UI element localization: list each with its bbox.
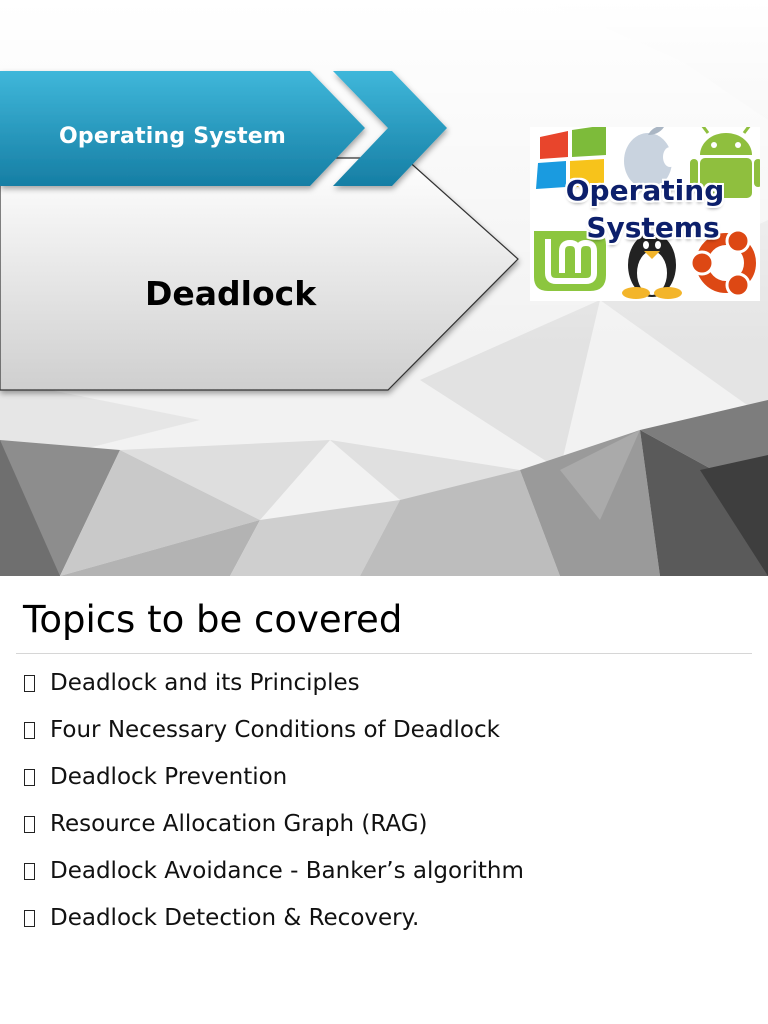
topic-item	[24, 670, 524, 717]
topic-list	[24, 670, 524, 952]
topic-text: Deadlock Detection & Recovery.	[50, 905, 420, 931]
missing-glyph-box-icon	[24, 816, 35, 833]
topic-text: Deadlock and its Principles	[50, 670, 360, 696]
topic-item	[24, 858, 524, 905]
topic-text: Deadlock Avoidance - Banker’s algorithm	[50, 858, 524, 884]
missing-glyph-box-icon	[24, 769, 35, 786]
slide-title: Deadlock	[145, 274, 317, 313]
missing-glyph-box-icon	[24, 675, 35, 692]
logo-text-line1: Operating	[565, 174, 725, 207]
topic-item	[24, 811, 524, 858]
topic-item	[24, 764, 524, 811]
section-label: Operating System	[59, 124, 287, 149]
missing-glyph-box-icon	[24, 910, 35, 927]
logo-text-line2: Systems	[586, 211, 720, 244]
topic-item	[24, 905, 524, 952]
topic-text: Resource Allocation Graph (RAG)	[50, 811, 428, 837]
topics-heading: Topics to be covered	[23, 598, 403, 641]
topics-slide	[0, 576, 768, 1024]
operating-systems-logo	[530, 127, 760, 301]
topic-item	[24, 717, 524, 764]
missing-glyph-box-icon	[24, 863, 35, 880]
heading-divider	[16, 653, 752, 654]
topic-text: Four Necessary Conditions of Deadlock	[50, 717, 500, 743]
topic-text: Deadlock Prevention	[50, 764, 288, 790]
missing-glyph-box-icon	[24, 722, 35, 739]
